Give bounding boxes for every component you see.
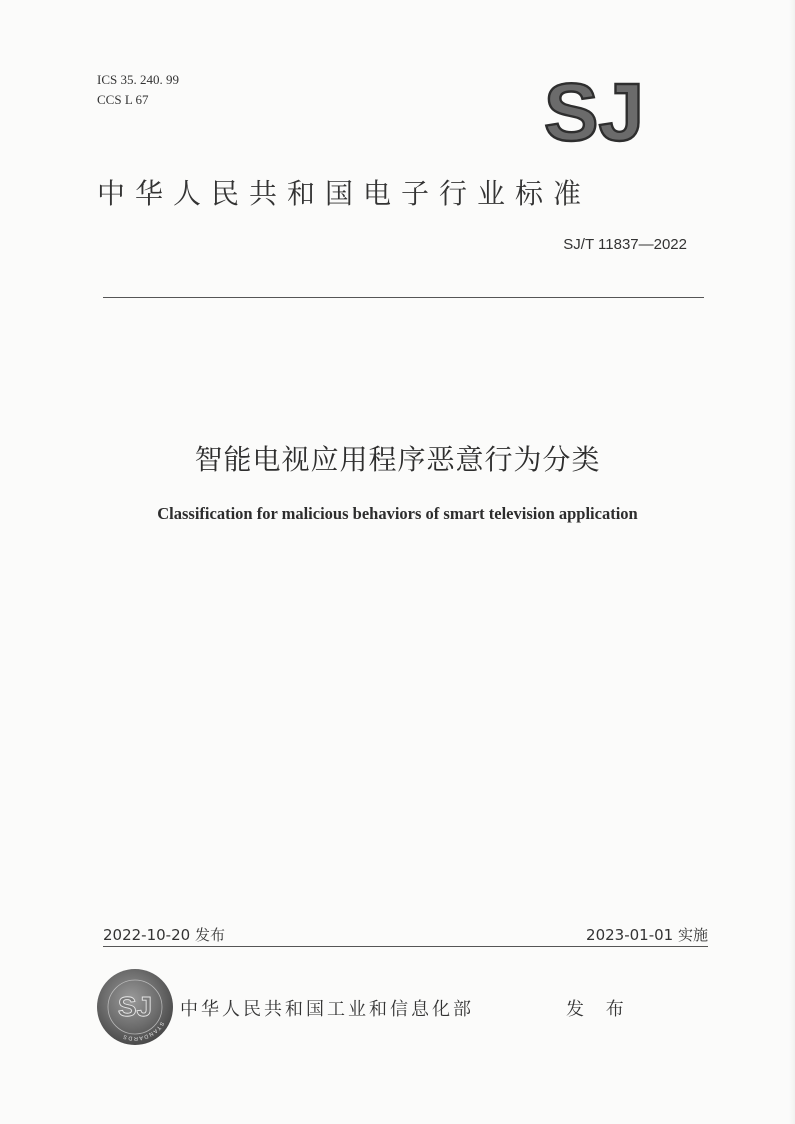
standard-category: 中华人民共和国电子行业标准 [97,177,592,210]
implementation-date: 2023-01-01 实施 [586,926,708,944]
seal-ring-text: STANDARDS [121,1020,165,1042]
standard-number: SJ/T 11837—2022 [563,236,687,253]
sj-logo [536,72,654,152]
issue-date: 2022-10-20 发布 [103,926,225,944]
classification-codes [97,70,179,110]
sj-logo-text: SJ [543,72,645,152]
publish-label: 发 布 [566,999,632,1020]
page-edge-shadow [789,0,795,1124]
publisher-name: 中华人民共和国工业和信息化部 [180,999,474,1020]
header-divider [103,297,704,298]
document-title-chinese: 智能电视应用程序恶意行为分类 [194,443,601,476]
ics-code: ICS 35. 240. 99 [97,72,179,87]
footer-divider [103,946,708,947]
ccs-code: CCS L 67 [97,92,149,107]
seal-icon [96,968,174,1046]
seal-text: SJ [117,991,153,1022]
document-title-english: Classification for malicious behaviors of smart television application [157,504,638,523]
